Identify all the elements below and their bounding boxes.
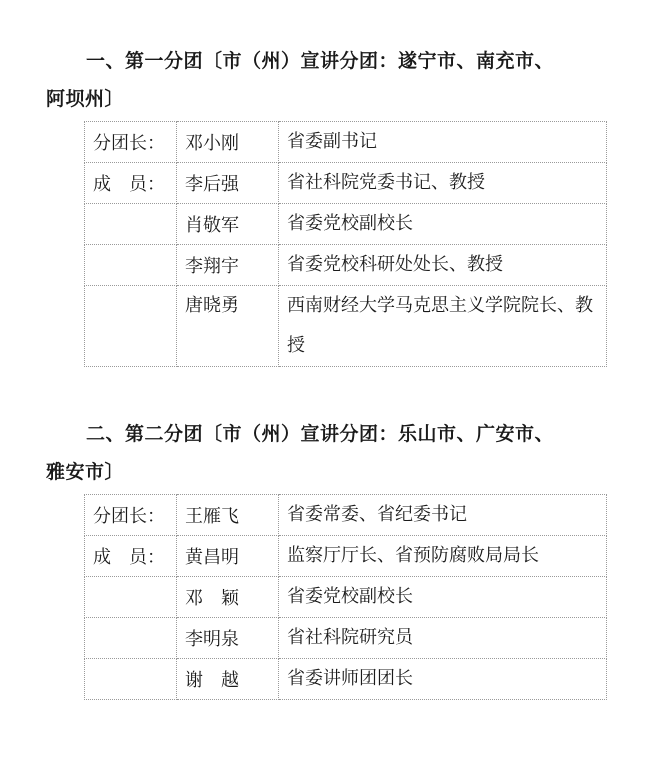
table-row [85, 618, 607, 659]
table-row [85, 245, 607, 286]
role-cell [85, 577, 177, 618]
role-cell: 分团长： [85, 122, 177, 163]
section-1-roster-table [84, 121, 607, 367]
name-cell: 唐晓勇 [177, 286, 279, 367]
section-2-roster-table [84, 494, 607, 700]
title-cell: 省委讲师团团长 [279, 659, 607, 700]
role-cell: 成 员： [85, 536, 177, 577]
name-cell: 肖敬军 [177, 204, 279, 245]
role-cell: 分团长： [85, 495, 177, 536]
section-1-heading-line1: 一、第一分团〔市（州）宣讲分团：遂宁市、南充市、 [86, 50, 555, 72]
table-row [85, 659, 607, 700]
name-cell: 谢 越 [177, 659, 279, 700]
title-cell: 西南财经大学马克思主义学院院长、教授 [279, 286, 607, 367]
title-cell: 省委党校副校长 [279, 577, 607, 618]
section-2-heading-line1: 二、第二分团〔市（州）宣讲分团：乐山市、广安市、 [86, 423, 555, 445]
title-cell: 省委副书记 [279, 122, 607, 163]
title-cell: 省委党校科研处处长、教授 [279, 245, 607, 286]
name-cell: 邓 颖 [177, 577, 279, 618]
role-cell [85, 659, 177, 700]
table-row [85, 536, 607, 577]
table-row [85, 163, 607, 204]
name-cell: 李明泉 [177, 618, 279, 659]
table-row [85, 495, 607, 536]
name-cell: 黄昌明 [177, 536, 279, 577]
table-row [85, 204, 607, 245]
title-cell: 省委党校副校长 [279, 204, 607, 245]
role-cell [85, 245, 177, 286]
title-cell: 监察厅厅长、省预防腐败局局长 [279, 536, 607, 577]
name-cell: 邓小刚 [177, 122, 279, 163]
role-cell [85, 286, 177, 367]
name-cell: 王雁飞 [177, 495, 279, 536]
section-1-heading-line2: 阿坝州〕 [46, 88, 125, 110]
title-cell: 省委常委、省纪委书记 [279, 495, 607, 536]
section-2-heading-line2: 雅安市〕 [46, 461, 125, 483]
role-cell [85, 204, 177, 245]
title-cell: 省社科院党委书记、教授 [279, 163, 607, 204]
name-cell: 李翔宇 [177, 245, 279, 286]
table-row [85, 122, 607, 163]
role-cell: 成 员： [85, 163, 177, 204]
table-row [85, 577, 607, 618]
section-1-heading [46, 42, 620, 118]
name-cell: 李后强 [177, 163, 279, 204]
title-cell: 省社科院研究员 [279, 618, 607, 659]
section-2-heading [46, 415, 620, 491]
role-cell [85, 618, 177, 659]
table-row [85, 286, 607, 367]
